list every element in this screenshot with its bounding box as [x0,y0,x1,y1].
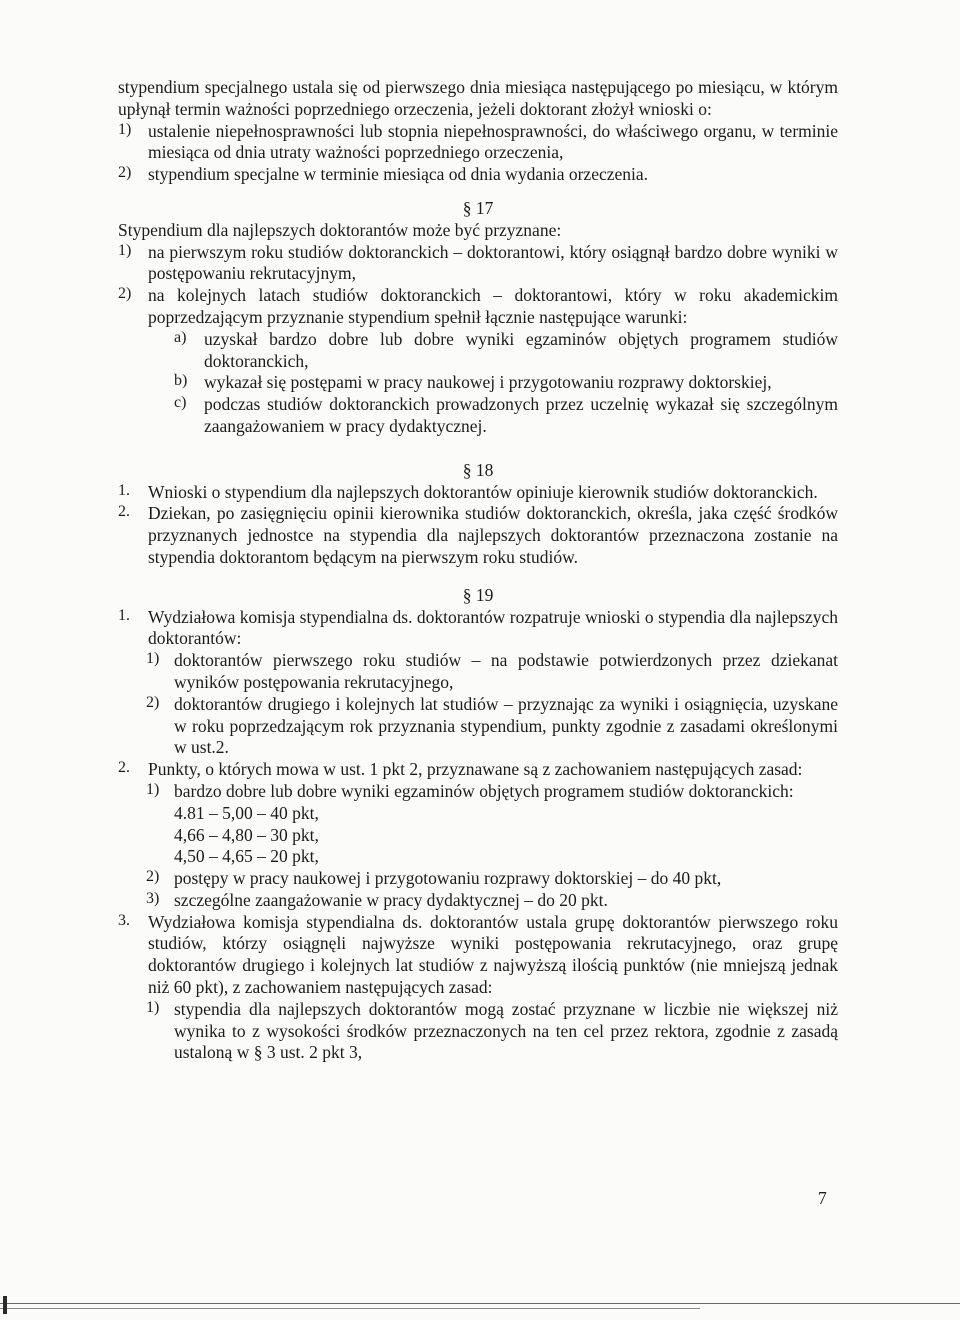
item-number: 1. [118,606,130,624]
item-number: 1) [146,650,160,668]
sub-item [118,890,838,912]
item-text: stypendium specjalne w terminie miesiąca od dnia wydania orzeczenia. [148,164,649,185]
item-text: Wydziałowa komisja stypendialna ds. doktorantów rozpatruje wnioski o stypendia dla najlepszych doktorantów: [148,606,838,649]
item-number: 3) [146,889,160,907]
sub-item [118,329,838,373]
item-text: Dziekan, po zasięgnięciu opinii kierownika studiów doktoranckich, określa, jaka część środków przyznanych jednostce na stypendia dla najlepszych doktorantów przeznaczona zostanie na stypendia doktorantom będącym na pierwszym roku studiów. [148,503,838,567]
item-letter: c) [174,394,187,412]
page-number: 7 [818,1188,827,1208]
sub-item [118,999,838,1064]
item-text: szczególne zaangażowanie w pracy dydaktycznej – do 20 pkt. [174,889,608,910]
item-text: bardzo dobre lub dobre wyniki egzaminów objętych programem studiów doktoranckich: [174,780,794,801]
item-number: 1. [118,481,130,499]
item-number: 1) [118,120,132,138]
list-item [118,912,838,999]
scan-mark [3,1296,7,1314]
sub-item [118,694,838,759]
item-text: ustalenie niepełnosprawności lub stopnia niepełnosprawności, do właściwego organu, w terminie miesiąca od dnia utraty ważności poprzedniego orzeczenia, [148,120,838,163]
item-text: Wnioski o stypendium dla najlepszych doktorantów opiniuje kierownik studiów doktoranckich. [148,481,818,502]
item-number: 2. [118,759,130,777]
item-text: doktorantów pierwszego roku studiów – na podstawie potwierdzonych przez dziekanat wyników postępowania rekrutacyjnego, [174,650,838,692]
sub-item [118,781,838,803]
item-text: wykazał się postępami w pracy naukowej i przygotowaniu rozprawy doktorskiej, [204,372,772,393]
grade-line: 4.81 – 5,00 – 40 pkt, [174,802,319,823]
item-number: 1) [146,998,160,1016]
item-letter: a) [174,328,187,346]
grade-line: 4,66 – 4,80 – 30 pkt, [174,824,319,845]
item-number: 2) [146,693,160,711]
item-text: uzyskał bardzo dobre lub dobre wyniki egzaminów objętych programem studiów doktoranckich, [204,328,838,371]
item-text: na pierwszym roku studiów doktoranckich – doktorantowi, który osiągnął bardzo dobre wyniki w postępowaniu rekrutacyjnym, [148,241,838,284]
page-content [118,77,838,1064]
intro-paragraph: stypendium specjalnego ustala się od pierwszego dnia miesiąca następującego po miesiącu, w którym upłynął termin ważności poprzedniego orzeczenia, jeżeli doktorant złożył wnioski o: [118,77,838,119]
section-heading-18: § 18 [462,459,494,480]
item-letter: b) [174,372,188,390]
section-17-lead: Stypendium dla najlepszych doktorantów może być przyznane: [118,219,562,240]
section-heading-19: § 19 [462,584,494,605]
item-text: podczas studiów doktoranckich prowadzonych przez uczelnię wykazał się szczególnym zaangażowaniem w pracy dydaktycznej. [204,394,838,436]
item-text: Punkty, o których mowa w ust. 1 pkt 2, przyznawane są z zachowaniem następujących zasad: [148,759,803,780]
list-item [118,607,838,651]
grade-line: 4,50 – 4,65 – 20 pkt, [174,846,319,867]
item-number: 2. [118,503,130,521]
sub-item [118,650,838,694]
section-heading-17: § 17 [462,197,494,218]
item-text: stypendia dla najlepszych doktorantów mogą zostać przyznane w liczbie nie większej niż wynika to z wysokości środków przeznaczonych na ten cel przez rektora, zgodnie z zasadą ustaloną w § 3 ust. 2 pkt 3, [174,998,838,1063]
item-number: 1) [146,780,160,798]
item-number: 3. [118,911,130,929]
list-item [118,285,838,329]
item-number: 2) [118,164,132,182]
item-number: 2) [118,285,132,303]
list-item [118,242,838,286]
scan-edge-line [0,1308,700,1309]
sub-item [118,394,838,438]
item-number: 2) [146,868,160,886]
item-text: doktorantów drugiego i kolejnych lat studiów – przyznając za wyniki i osiągnięcia, uzyskane w roku poprzedzającym rok przyznania stypendium, punkty zgodnie z zasadami określonymi w ust.2. [174,693,838,758]
item-number: 1) [118,241,132,259]
list-item [118,482,838,504]
sub-item [118,372,838,394]
item-text: Wydziałowa komisja stypendialna ds. doktorantów ustala grupę doktorantów pierwszego roku studiów, którzy osiągnęli najwyższe wyniki postępowania rekrutacyjnego, oraz grupę doktorantów drugiego i kolejnych lat studiów z najwyższą ilością punktów (nie mniejszą jednak niż 60 pkt), z zachowaniem następujących zasad: [148,911,838,998]
sub-item [118,868,838,890]
item-text: postępy w pracy naukowej i przygotowaniu rozprawy doktorskiej – do 40 pkt, [174,868,722,889]
list-item [118,503,838,568]
item-text: na kolejnych latach studiów doktoranckich – doktorantowi, który w roku akademickim poprzedzającym przyznanie stypendium spełnił łącznie następujące warunki: [148,285,838,327]
intro-item [118,121,838,165]
intro-item [118,164,838,186]
list-item [118,759,838,781]
scan-edge-line [0,1303,960,1304]
